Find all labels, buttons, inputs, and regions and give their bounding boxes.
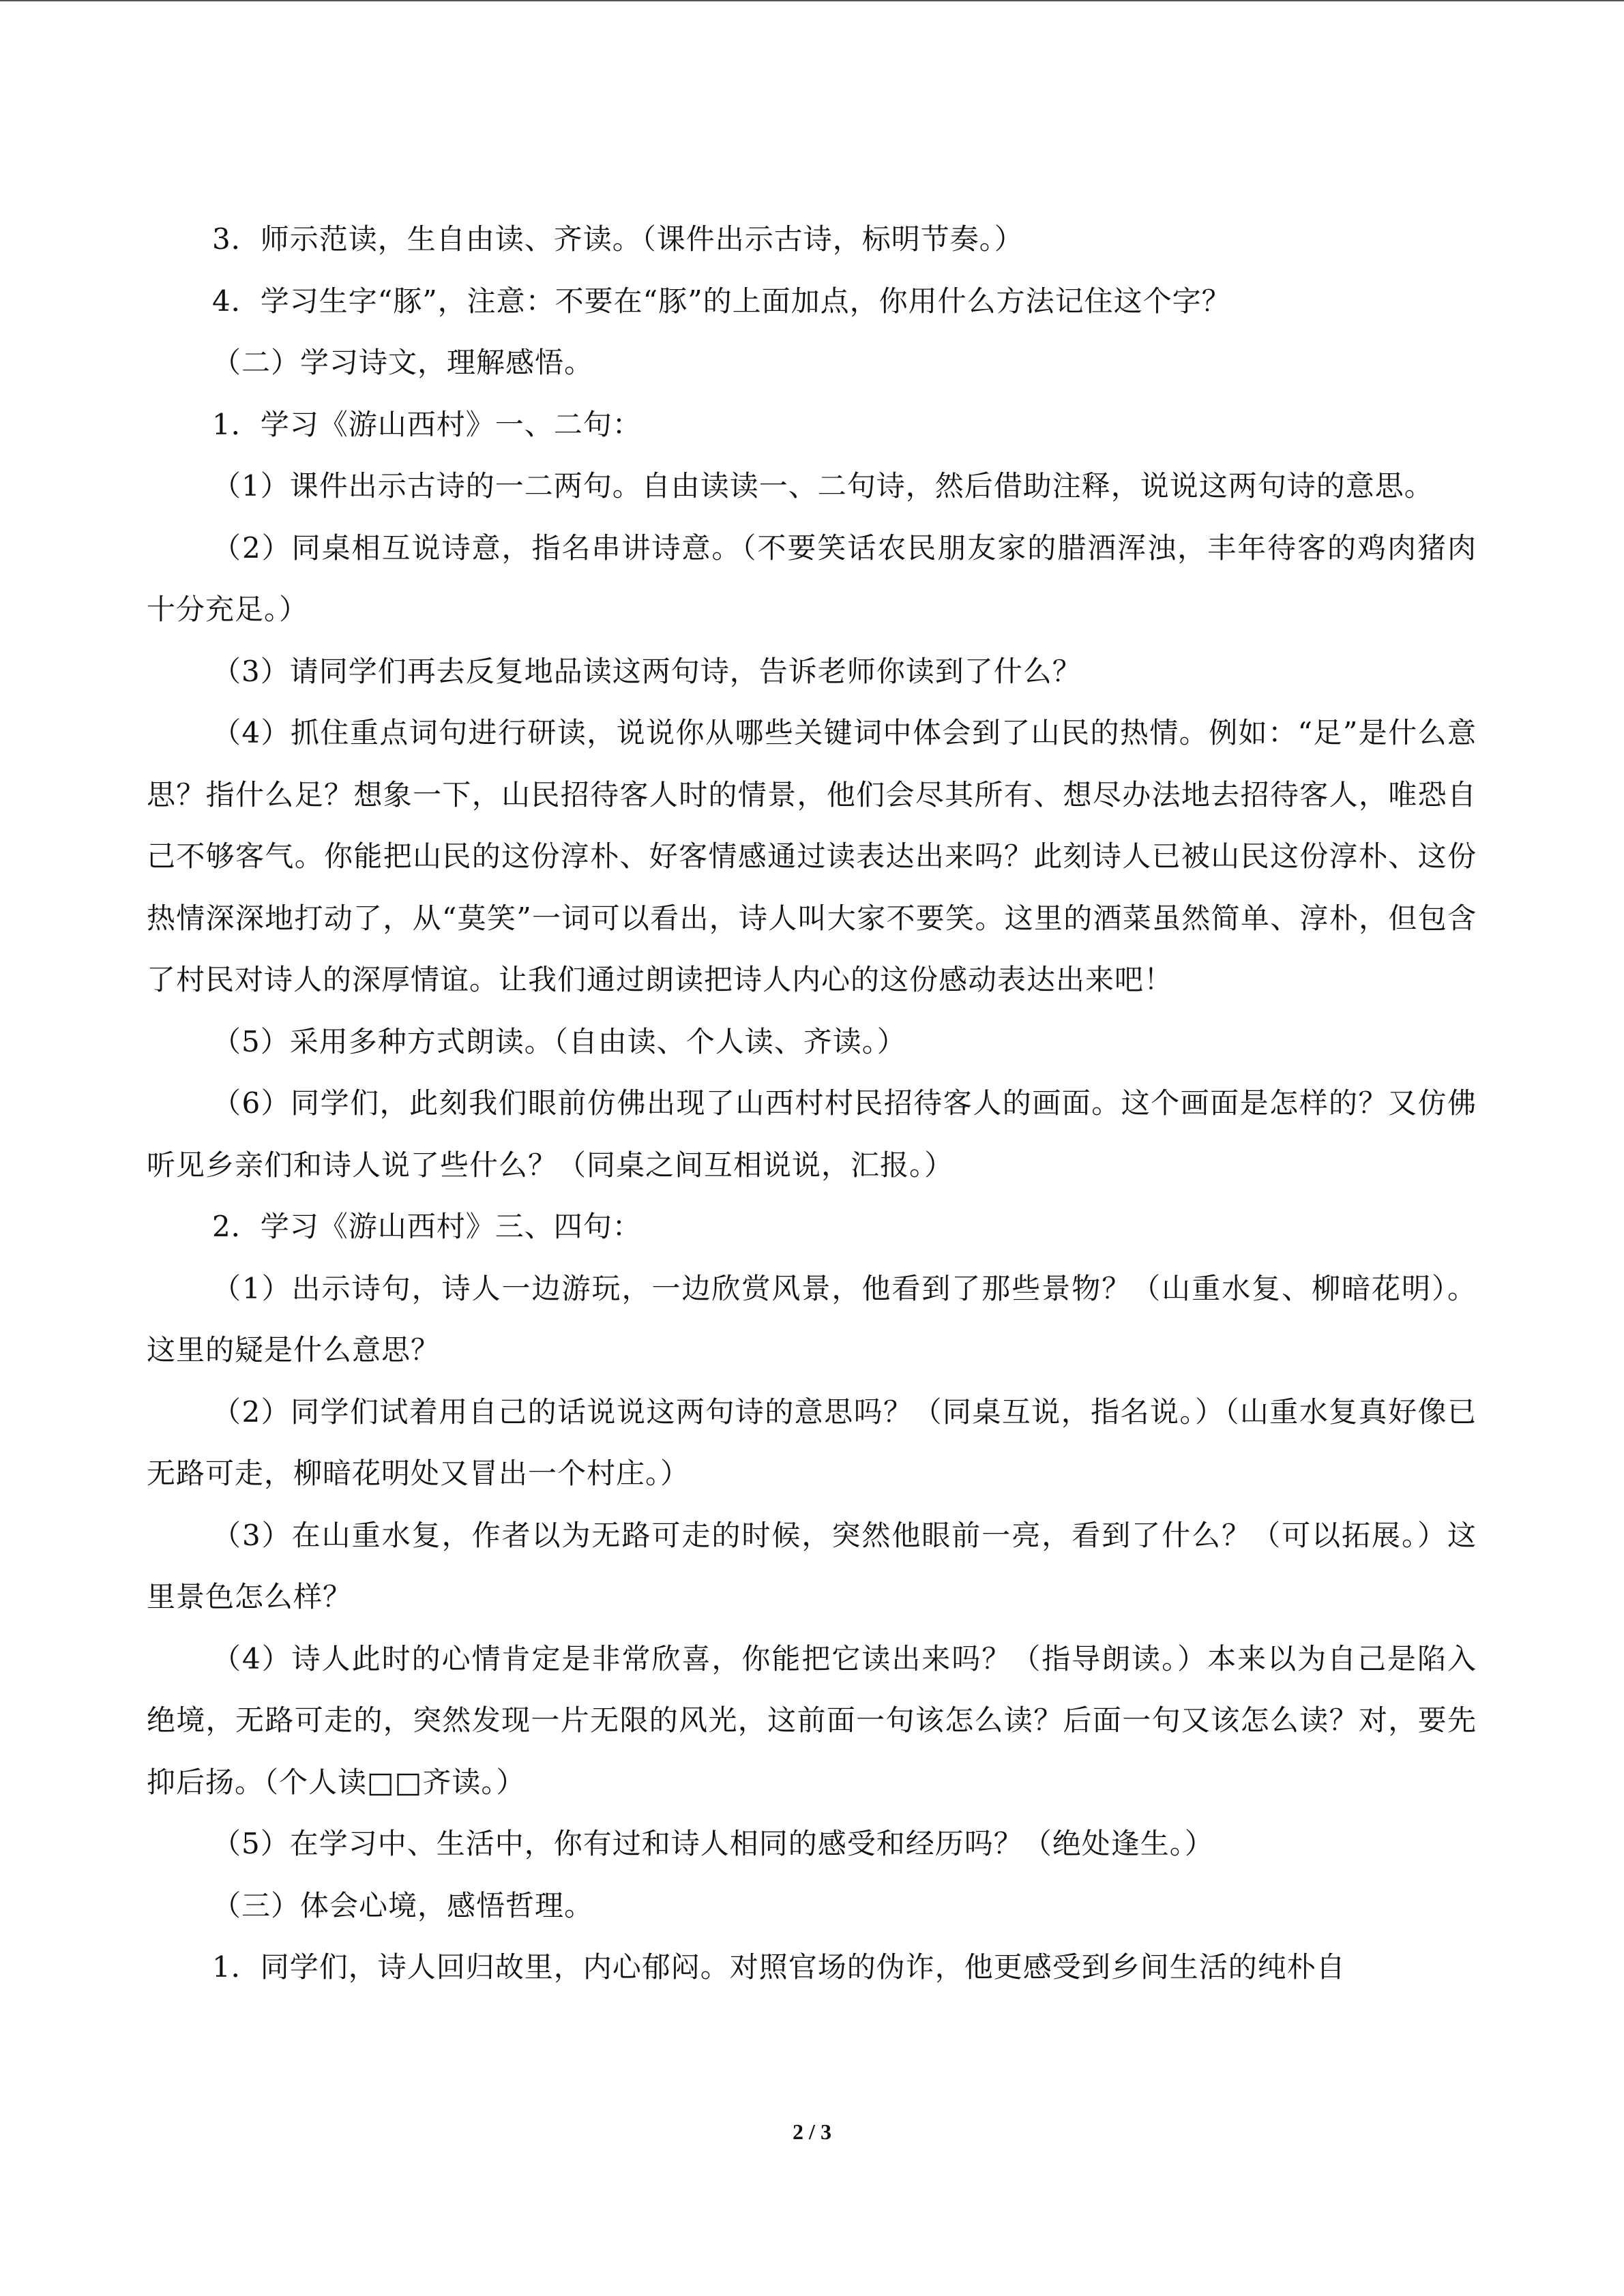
top-border-line (0, 0, 1624, 1)
paragraph: （1）课件出示古诗的一二两句。自由读读一、二句诗，然后借助注释，说说这两句诗的意思。 (212, 469, 1434, 503)
paragraph: （2）同学们试着用自己的话说说这两句诗的意思吗？（同桌互说，指名说。）（山重水复真好像已无路可走，柳暗花明处又冒出一个村庄。） (147, 1395, 1477, 1490)
paragraph: 2．学习《游山西村》三、四句： (212, 1210, 642, 1243)
paragraph: （5）采用多种方式朗读。（自由读、个人读、齐读。） (212, 1024, 906, 1058)
section-heading: （二）学习诗文，理解感悟。 (212, 346, 594, 379)
paragraph: （4）诗人此时的心情肯定是非常欣喜，你能把它读出来吗？（指导朗读。）本来以为自己是陷入绝境，无路可走的，突然发现一片无限的风光，这前面一句该怎么读？后面一句又该怎么读？对，要先抑后扬。（个人读□□齐读。） (147, 1641, 1477, 1799)
paragraph: 1．学习《游山西村》一、二句： (212, 407, 642, 441)
paragraph: （4）抓住重点词句进行研读，说说你从哪些关键词中体会到了山民的热情。例如：“足”是什么意思？指什么足？想象一下，山民招待客人时的情景，他们会尽其所有、想尽办法地去招待客人，唯恐自己不够客气。你能把山民的这份淳朴、好客情感通过读表达出来吗？此刻诗人已被山民这份淳朴、这份热情深深地打动了，从“莫笑”一词可以看出，诗人叫大家不要笑。这里的酒菜虽然简单、淳朴，但包含了村民对诗人的深厚情谊。让我们通过朗读把诗人内心的这份感动表达出来吧！ (147, 716, 1477, 996)
paragraph: （1）出示诗句，诗人一边游玩，一边欣赏风景，他看到了那些景物？（山重水复、柳暗花明）。这里的疑是什么意思？ (147, 1271, 1477, 1367)
paragraph: （3）请同学们再去反复地品读这两句诗，告诉老师你读到了什么？ (212, 654, 1082, 688)
page-number: 2 / 3 (793, 2119, 831, 2144)
paragraph: 1．同学们，诗人回归故里，内心郁闷。对照官场的伪诈，他更感受到乡间生活的纯朴自 (212, 1950, 1346, 1984)
paragraph: （5）在学习中、生活中，你有过和诗人相同的感受和经历吗？（绝处逢生。） (212, 1827, 1214, 1860)
paragraph: 4．学习生字“豚”，注意：不要在“豚”的上面加点，你用什么方法记住这个字？ (212, 284, 1231, 318)
section-heading: （三）体会心境，感悟哲理。 (212, 1888, 594, 1922)
paragraph: （2）同桌相互说诗意，指名串讲诗意。（不要笑话农民朋友家的腊酒浑浊，丰年待客的鸡肉猪肉十分充足。） (147, 531, 1477, 626)
paragraph: （6）同学们，此刻我们眼前仿佛出现了山西村村民招待客人的画面。这个画面是怎样的？又仿佛听见乡亲们和诗人说了些什么？（同桌之间互相说说，汇报。） (147, 1086, 1477, 1182)
body-text (147, 209, 1477, 1999)
paragraph: 3．师示范读，生自由读、齐读。（课件出示古诗，标明节奏。） (212, 222, 1024, 256)
paragraph: （3）在山重水复，作者以为无路可走的时候，突然他眼前一亮，看到了什么？（可以拓展。）这里景色怎么样？ (147, 1518, 1477, 1613)
